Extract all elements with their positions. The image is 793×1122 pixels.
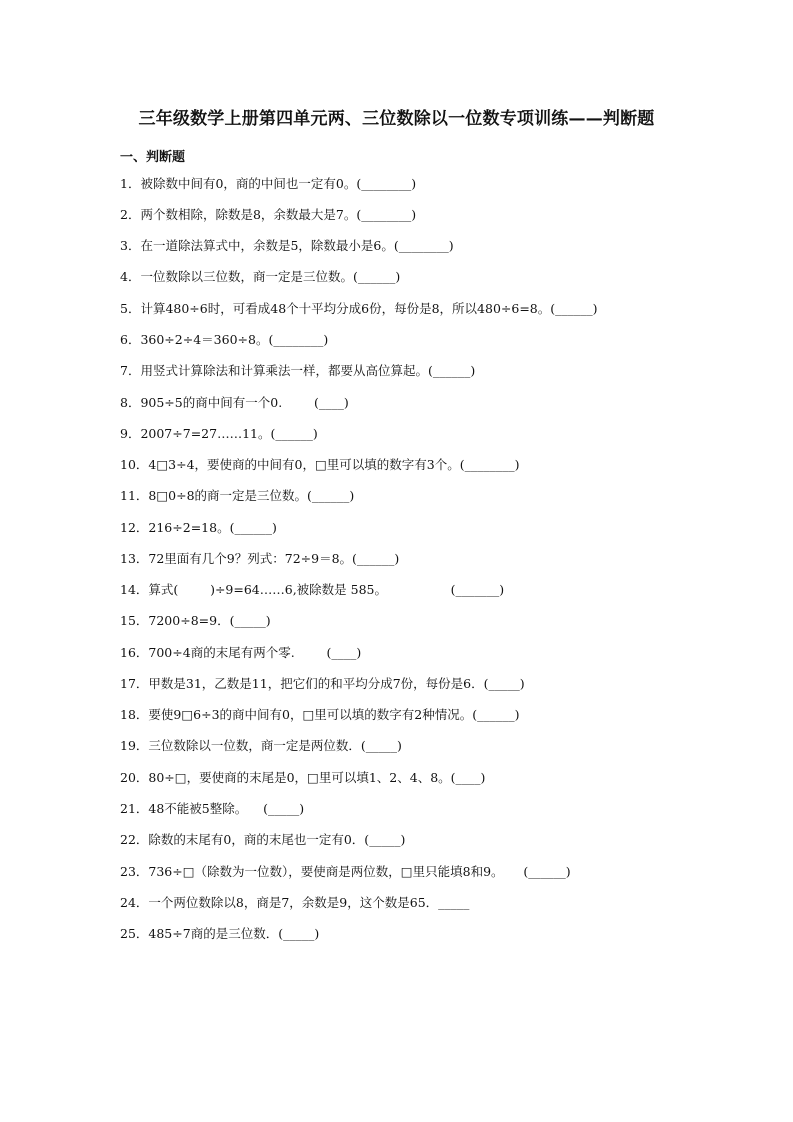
question-item: 24．一个两位数除以8，商是7，余数是9，这个数是65．_____ [120,895,470,910]
question-item: 19．三位数除以一位数，商一定是两位数．(_____) [120,738,402,753]
question-item: 15．7200÷8=9．(_____) [120,613,271,628]
question-item: 4．一位数除以三位数，商一定是三位数。(______) [120,269,401,284]
question-item: 20．80÷□，要使商的末尾是0，□里可以填1、2、4、8。(____) [120,770,486,785]
question-item: 3．在一道除法算式中，余数是5，除数最小是6。(________) [120,238,454,253]
question-item: 5．计算480÷6时，可看成48个十平均分成6份，每份是8，所以480÷6=8。(______) [120,301,598,316]
question-item: 10．4□3÷4，要使商的中间有0，□里可以填的数字有3个。(________) [120,457,520,472]
question-item: 8．905÷5的商中间有一个0. (____) [120,395,349,410]
question-item: 9．2007÷7=27……11。(______) [120,426,318,441]
question-item: 22．除数的末尾有0，商的末尾也一定有0．(_____) [120,832,406,847]
question-item: 16．700÷4商的末尾有两个零. (____) [120,645,362,660]
page-title: 三年级数学上册第四单元两、三位数除以一位数专项训练——判断题 [138,109,655,129]
question-item: 11．8□0÷8的商一定是三位数。(______) [120,488,355,503]
question-item: 17．甲数是31，乙数是11，把它们的和平均分成7份，每份是6．(_____) [120,676,525,691]
question-item: 6．360÷2÷4＝360÷8。(________) [120,332,329,347]
question-item: 7．用竖式计算除法和计算乘法一样，都要从高位算起。(______) [120,363,476,378]
question-item: 14．算式( )÷9=64……6,被除数是 585。 (_______) [120,582,505,597]
question-item: 12．216÷2=18。(______) [120,520,277,535]
question-item: 18．要使9□6÷3的商中间有0，□里可以填的数字有2种情况。(______) [120,707,520,722]
question-item: 23．736÷□（除数为一位数），要使商是两位数，□里只能填8和9。 (______) [120,864,571,879]
question-item: 2．两个数相除，除数是8，余数最大是7。(________) [120,207,417,222]
question-item: 21．48不能被5整除。 (_____) [120,801,305,816]
question-item: 13．72里面有几个9？列式：72÷9＝8。(______) [120,551,400,566]
question-item: 1．被除数中间有0，商的中间也一定有0。(________) [120,176,417,191]
section-heading: 一、判断题 [120,150,186,165]
question-item: 25．485÷7商的是三位数．(_____) [120,926,320,941]
